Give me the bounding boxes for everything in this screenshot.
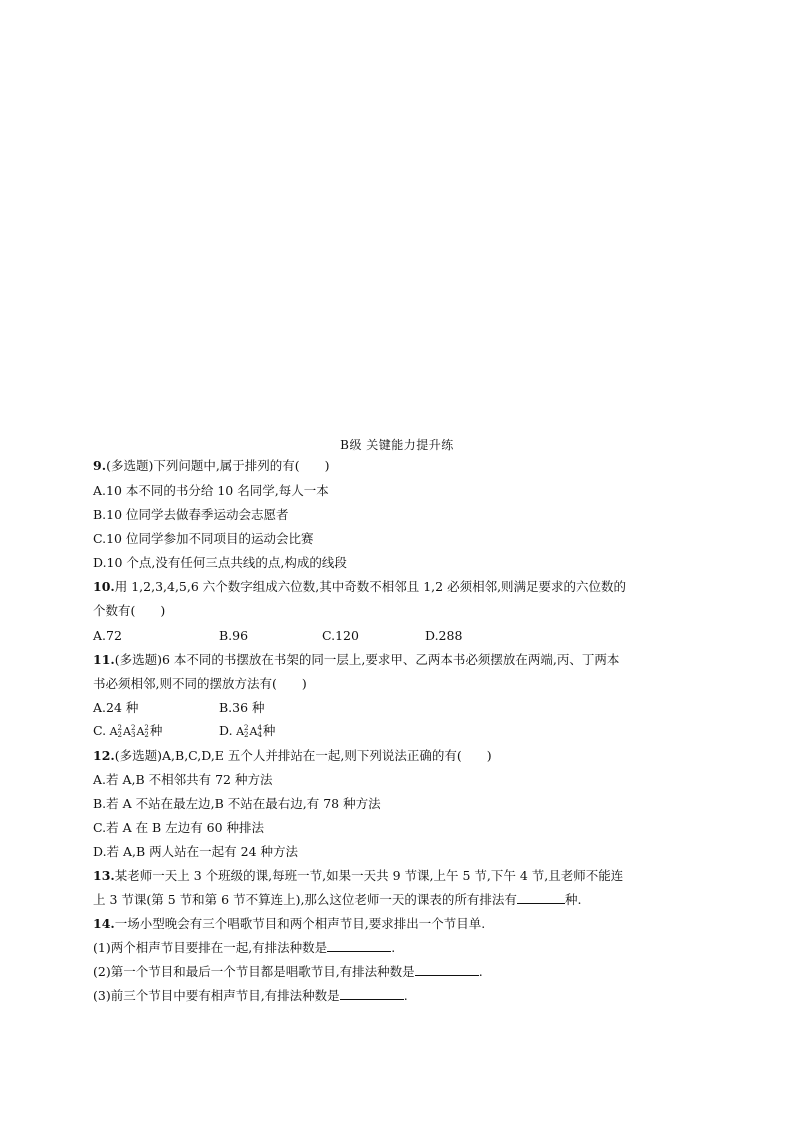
- q9-option-c: C.10 位同学参加不同项目的运动会比赛: [93, 531, 314, 546]
- permutation-formula: A 2 2 A 2 3 A 2 2: [109, 724, 149, 739]
- question-number: 10.: [93, 579, 115, 594]
- option-prefix: C.: [93, 723, 107, 738]
- q11-option-a: A.24 种: [93, 700, 139, 715]
- q10-option-a: A.72: [93, 628, 122, 643]
- q12-option-a: A.若 A,B 不相邻共有 72 种方法: [93, 772, 273, 787]
- question-number: 9.: [93, 458, 107, 473]
- permutation-formula: A 2 2 A 4 4: [236, 724, 262, 739]
- q11-option-c: [93, 722, 162, 741]
- q9-option-d: D.10 个点,没有任何三点共线的点,构成的线段: [93, 555, 347, 570]
- question-12-stem: [93, 747, 492, 765]
- q12-option-d: D.若 A,B 两人站在一起有 24 种方法: [93, 844, 299, 859]
- answer-blank[interactable]: [327, 939, 391, 952]
- question-text: 一场小型晚会有三个唱歌节目和两个相声节目,要求排出一个节目单.: [114, 916, 486, 931]
- q9-option-a: A.10 本不同的书分给 10 名同学,每人一本: [93, 483, 329, 498]
- section-title: B级 关键能力提升练: [340, 438, 454, 452]
- answer-blank[interactable]: [415, 963, 479, 976]
- q14-part-1: (1)两个相声节目要排在一起,有排法种数是 .: [93, 940, 396, 955]
- question-text-end: 种.: [564, 892, 582, 907]
- question-13-stem-line2: [93, 891, 581, 909]
- question-number: 13.: [93, 868, 115, 883]
- option-suffix: 种: [262, 723, 276, 738]
- option-prefix: D.: [219, 723, 233, 738]
- q11-option-b: B.36 种: [219, 700, 265, 715]
- question-10-stem-line2: 个数有( ): [93, 603, 166, 618]
- question-text: 用 1,2,3,4,5,6 六个数字组成六位数,其中奇数不相邻且 1,2 必须相邻,则满足要求的六位数的: [114, 579, 627, 594]
- question-text: (多选题)6 本不同的书摆放在书架的同一层上,要求甲、乙两本书必须摆放在两端,丙、丁两本: [114, 652, 620, 667]
- q10-option-d: D.288: [425, 628, 463, 643]
- question-13-stem-line1: [93, 867, 623, 885]
- q10-option-b: B.96: [219, 628, 249, 643]
- option-suffix: 种: [149, 723, 163, 738]
- question-text: (多选题)下列问题中,属于排列的有( ): [106, 458, 330, 473]
- question-text: (多选题)A,B,C,D,E 五个人并排站在一起,则下列说法正确的有( ): [114, 748, 492, 763]
- question-text: 上 3 节课(第 5 节和第 6 节不算连上),那么这位老师一天的课表的所有排法有: [93, 892, 517, 907]
- question-11-stem-line1: [93, 651, 619, 669]
- question-number: 11.: [93, 652, 115, 667]
- answer-blank[interactable]: [517, 891, 565, 904]
- q10-option-c: C.120: [322, 628, 359, 643]
- question-number: 12.: [93, 748, 115, 763]
- q11-option-d: [219, 722, 275, 741]
- question-10-stem-line1: [93, 578, 626, 596]
- question-9-stem: [93, 457, 330, 475]
- q9-option-b: B.10 位同学去做春季运动会志愿者: [93, 507, 289, 522]
- question-14-stem: [93, 915, 485, 933]
- q14-part-2: (2)第一个节目和最后一个节目都是唱歌节目,有排法种数是 .: [93, 964, 483, 979]
- answer-blank[interactable]: [340, 987, 404, 1000]
- q12-option-c: C.若 A 在 B 左边有 60 种排法: [93, 820, 265, 835]
- question-text: 某老师一天上 3 个班级的课,每班一节,如果一天共 9 节课,上午 5 节,下午 4 节,且老师不能连: [114, 868, 624, 883]
- question-number: 14.: [93, 916, 115, 931]
- question-11-stem-line2: 书必须相邻,则不同的摆放方法有( ): [93, 676, 307, 691]
- q12-option-b: B.若 A 不站在最左边,B 不站在最右边,有 78 种方法: [93, 796, 381, 811]
- q14-part-3: (3)前三个节目中要有相声节目,有排法种数是 .: [93, 988, 408, 1003]
